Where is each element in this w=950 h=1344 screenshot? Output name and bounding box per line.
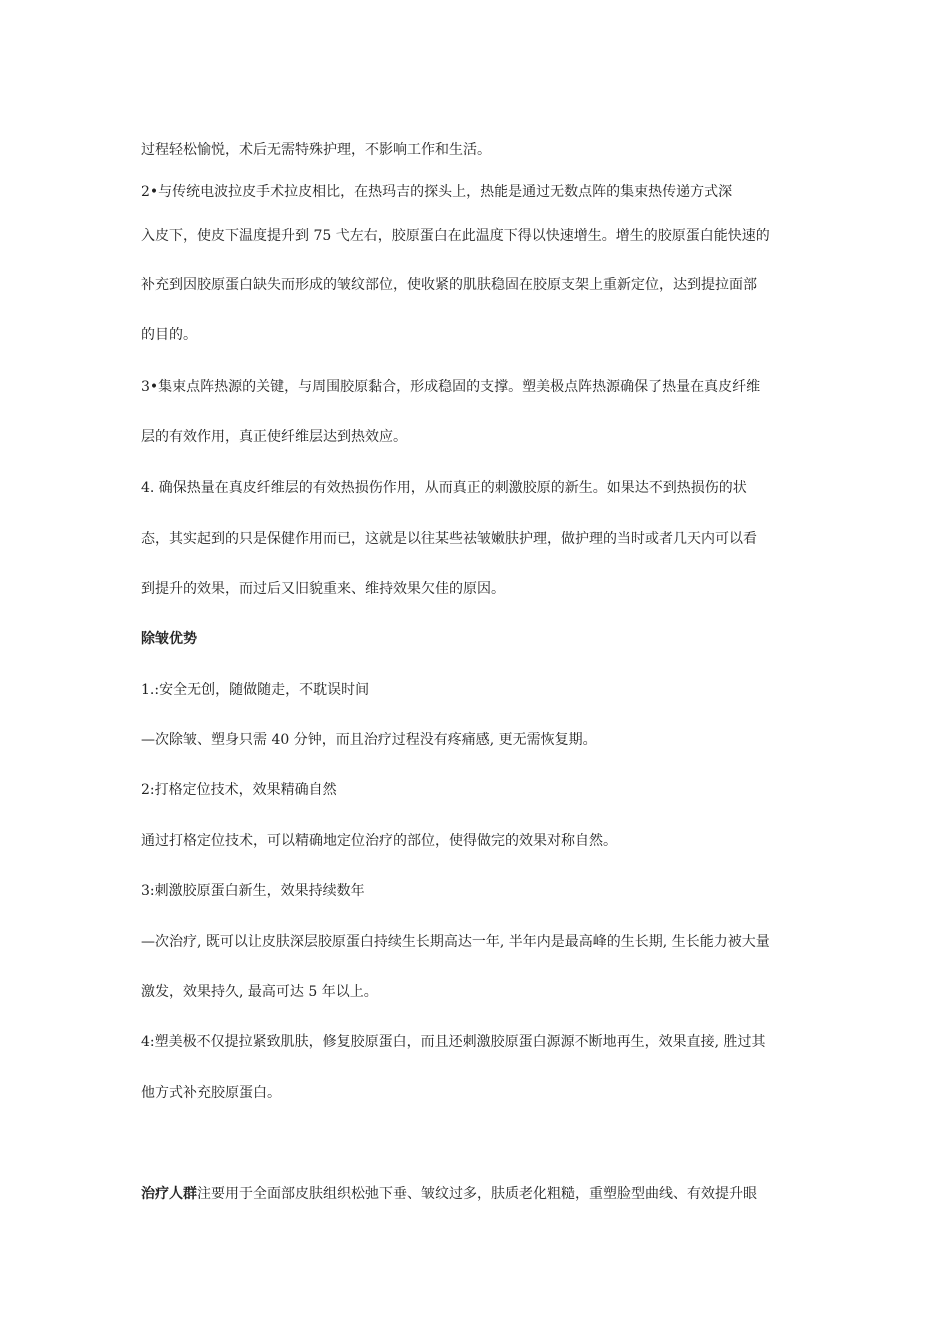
advantage-item: 2:打格定位技术，效果精确自然 (141, 782, 337, 798)
advantage-detail: 激发，效果持久, 最高可达 5 年以上。 (141, 984, 378, 1000)
paragraph-line: 2•与传统电波拉皮手术拉皮相比，在热玛吉的探头上，热能是通过无数点阵的集束热传递方式深 (141, 184, 733, 200)
paragraph-line: 过程轻松愉悦，术后无需特殊护理，不影响工作和生活。 (141, 142, 491, 158)
paragraph-line: 补充到因胶原蛋白缺失而形成的皱纹部位，使收紧的肌肤稳固在胶原支架上重新定位，达到提拉面部 (141, 277, 757, 293)
paragraph-line: 入皮下，使皮下温度提升到 75 弋左右，胶原蛋白在此温度下得以快速增生。增生的胶原蛋白能快速的 (141, 228, 770, 244)
advantage-detail: —次治疗, 既可以让皮肤深层胶原蛋白持续生长期高达一年, 半年内是最高峰的生长期, 生长能力被大量 (141, 934, 770, 950)
paragraph-line: 4. 确保热量在真皮纤维层的有效热损伤作用，从而真正的刺激胶原的新生。如果达不到热损伤的状 (141, 480, 747, 496)
paragraph-line: 层的有效作用，真正使纤维层达到热效应。 (141, 429, 407, 445)
advantage-item: 1.:安全无创，随做随走，不耽误时间 (141, 682, 370, 698)
advantage-detail: 他方式补充胶原蛋白。 (141, 1085, 281, 1101)
paragraph-line: 3•集束点阵热源的关键，与周围胶原黏合，形成稳固的支撑。塑美极点阵热源确保了热量在真皮纤维 (141, 379, 761, 395)
advantage-detail: 通过打格定位技术，可以精确地定位治疗的部位，使得做完的效果对称自然。 (141, 833, 617, 849)
advantage-item: 3:刺激胶原蛋白新生，效果持续数年 (141, 883, 365, 899)
treatment-crowd-label: 治疗人群 (141, 1186, 197, 1202)
paragraph-line: 到提升的效果，而过后又旧貌重来、维持效果欠佳的原因。 (141, 581, 505, 597)
treatment-crowd-text: 注要用于全面部皮肤组织松弛下垂、皱纹过多，肤质老化粗糙，重塑脸型曲线、有效提升眼 (197, 1186, 757, 1202)
advantage-item: 4:塑美极不仅提拉紧致肌肤，修复胶原蛋白，而且还刺激胶原蛋白源源不断地再生，效果直接, 胜过其 (141, 1034, 766, 1050)
advantage-detail: —次除皱、塑身只需 40 分钟，而且治疗过程没有疼痛感, 更无需恢复期。 (141, 732, 597, 748)
paragraph-line: 态，其实起到的只是保健作用而已，这就是以往某些祛皱嫩肤护理，做护理的当时或者几天内可以看 (141, 531, 757, 547)
paragraph-line: 的目的。 (141, 327, 197, 343)
section-heading: 除皱优势 (141, 631, 197, 647)
treatment-crowd-paragraph (141, 1184, 757, 1204)
